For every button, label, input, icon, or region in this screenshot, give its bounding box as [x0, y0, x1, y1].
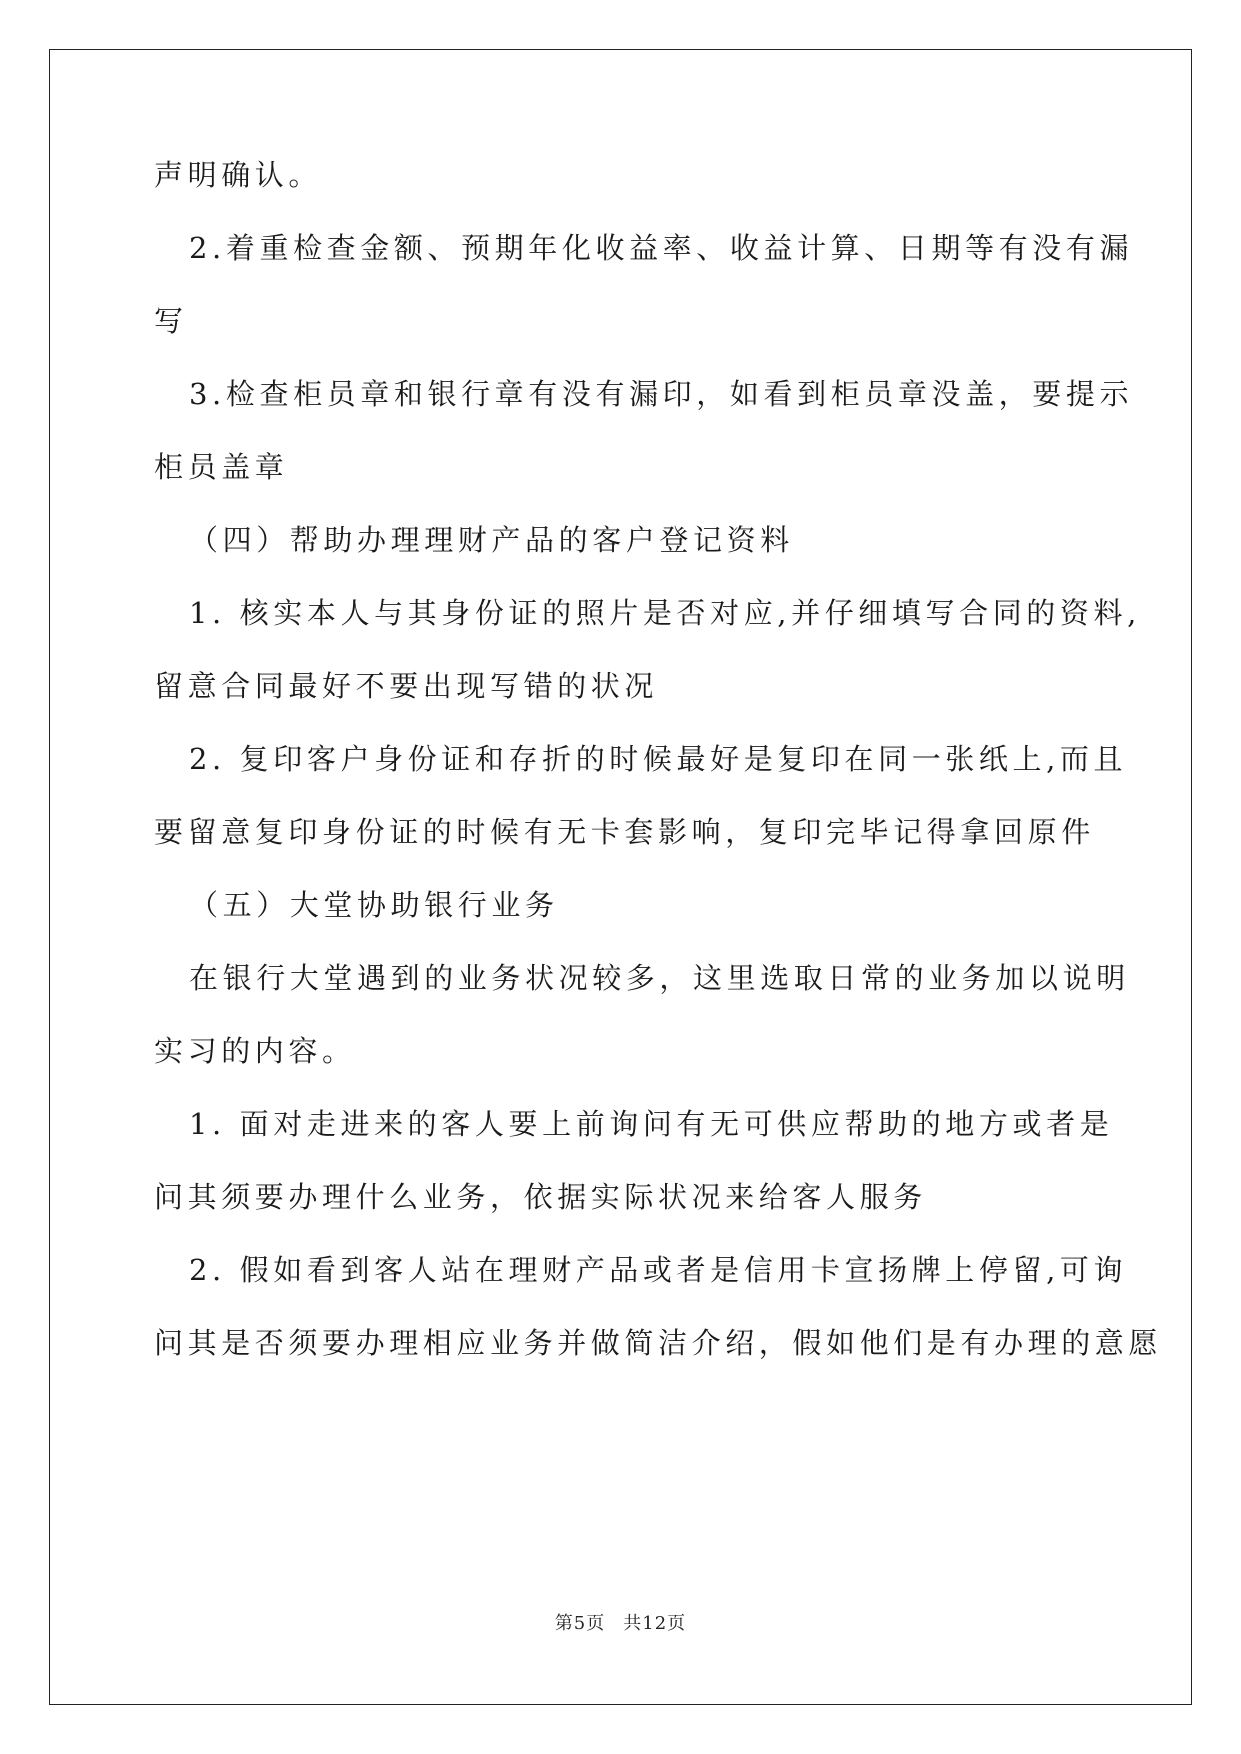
- text-line: 柜员盖章: [154, 450, 289, 484]
- text-line: 1. 面对走进来的客人要上前询问有无可供应帮助的地方或者是: [189, 1107, 1114, 1141]
- text-line: 2. 假如看到客人站在理财产品或者是信用卡宣扬牌上停留,可询: [189, 1253, 1128, 1287]
- text-line: 留意合同最好不要出现写错的状况: [154, 669, 659, 703]
- text-line: 问其须要办理什么业务，依据实际状况来给客人服务: [154, 1180, 927, 1214]
- text-line: 3.检查柜员章和银行章有没有漏印，如看到柜员章没盖，要提示: [189, 377, 1134, 411]
- page-number: 第5页: [554, 1613, 606, 1634]
- text-line: 问其是否须要办理相应业务并做简洁介绍，假如他们是有办理的意愿: [154, 1326, 1163, 1360]
- text-line: 1. 核实本人与其身份证的照片是否对应,并仔细填写合同的资料,: [189, 596, 1141, 630]
- text-line: 要留意复印身份证的时候有无卡套影响，复印完毕记得拿回原件: [154, 815, 1095, 849]
- page-border: [49, 49, 1192, 1705]
- text-line: 实习的内容。: [154, 1034, 356, 1068]
- text-line: 2. 复印客户身份证和存折的时候最好是复印在同一张纸上,而且: [189, 742, 1128, 776]
- text-line: 声明确认。: [154, 158, 323, 192]
- text-line: 在银行大堂遇到的业务状况较多，这里选取日常的业务加以说明: [189, 961, 1130, 995]
- section-heading: （四）帮助办理理财产品的客户登记资料: [189, 523, 794, 557]
- text-line: 写: [154, 304, 188, 338]
- page-total: 共12页: [623, 1613, 687, 1634]
- section-heading: （五）大堂协助银行业务: [189, 888, 559, 922]
- page-footer: [0, 1609, 1241, 1635]
- text-line: 2.着重检查金额、预期年化收益率、收益计算、日期等有没有漏: [189, 231, 1134, 265]
